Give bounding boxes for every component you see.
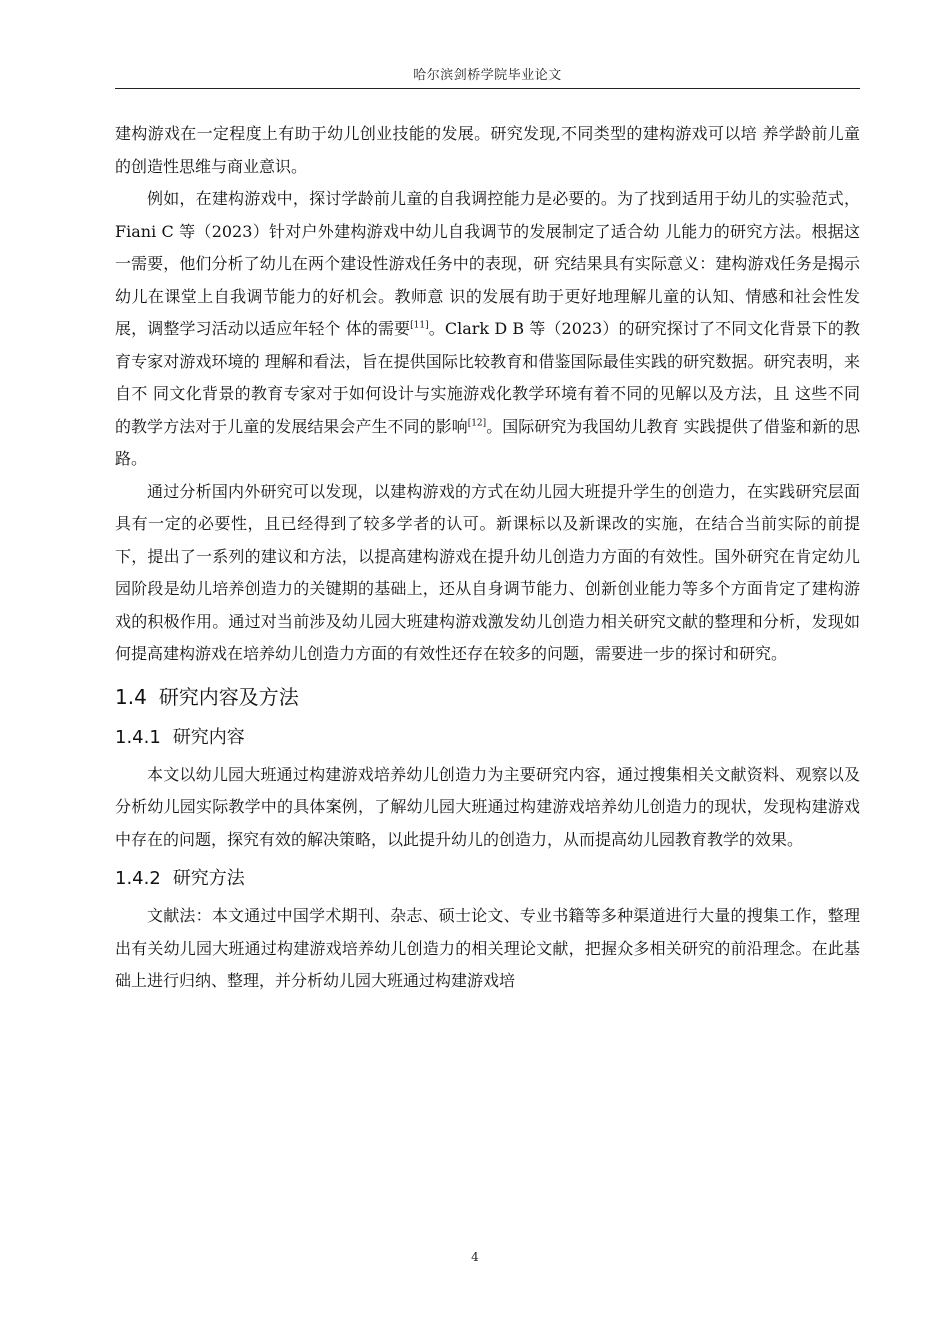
citation-12[interactable]: [12] [467,418,487,429]
section-title: 研究内容及方法 [158,684,299,709]
document-body [115,118,860,998]
paragraph-research-method: 文献法：本文通过中国学术期刊、杂志、硕士论文、专业书籍等多种渠道进行大量的搜集工作，整理出有关幼儿园大班通过构建游戏培养幼儿创造力的相关理论文献，把握众多相关研究的前沿理念。在此基础上进行归纳、整理，并分析幼儿园大班通过构建游戏培 [115,906,860,990]
subsection-number: 1.4.1 [115,726,161,748]
citation-11[interactable]: [11] [410,320,429,331]
paragraph-text: 例如，在建构游戏中，探讨学龄前儿童的自我调控能力是必要的。为了找到适用于幼儿的实验范式，Fiani C 等（2023）针对户外建构游戏中幼儿自我调节的发展制定了适合幼 儿能力的研究方法。根据这一需要，他们分析了幼儿在两个建设性游戏任务中的表现，研 究结果具有实际意义：建构游戏任务是揭示幼儿在课堂上自我调节能力的好机会。教师意 识的发展有助于更好地理解儿童的认知、情感和社会性发展，调整学习活动以适应年轻个 体的需要 [115,189,860,338]
section-number: 1.4 [115,684,147,709]
paragraph-text: 。Clark D B 等（2023）的研究探讨了不同文化背景下的教育专家对游戏环境的 理解和看法，旨在提供国际比较教育和借鉴国际最佳实践的研究数据。研究表明，来自不 同文化背景的教育专家对于如何设计与实施游戏化教学环境有着不同的见解以及方法，且 这些不同的教学方法对于儿童的发展结果会产生不同的影响 [115,319,860,436]
section-heading-1-4 [115,679,860,715]
subsection-heading-1-4-1 [115,721,860,755]
paragraph-international-research [115,183,860,476]
subsection-title: 研究方法 [172,868,245,889]
subsection-heading-1-4-2 [115,862,860,896]
subsection-number: 1.4.2 [115,868,161,889]
subsection-title: 研究内容 [172,726,245,748]
paragraph-continuation: 建构游戏在一定程度上有助于幼儿创业技能的发展。研究发现,不同类型的建构游戏可以培 养学龄前儿童的创造性思维与商业意识。 [115,124,860,176]
paragraph-summary: 通过分析国内外研究可以发现，以建构游戏的方式在幼儿园大班提升学生的创造力，在实践研究层面具有一定的必要性，且已经得到了较多学者的认可。新课标以及新课改的实施，在结合当前实际的前提下，提出了一系列的建议和方法，以提高建构游戏在提升幼儿创造力方面的有效性。国外研究在肯定幼儿园阶段是幼儿培养创造力的关键期的基础上，还从自身调节能力、创新创业能力等多个方面肯定了建构游戏的积极作用。通过对当前涉及幼儿园大班建构游戏激发幼儿创造力相关研究文献的整理和分析，发现如何提高建构游戏在培养幼儿创造力方面的有效性还存在较多的问题，需要进一步的探讨和研究。 [115,481,860,663]
paragraph-text: 。国际研究为我国幼儿教育 实践提供了借鉴和新的思路。 [115,416,860,468]
page-header: 哈尔滨剑桥学院毕业论文 [413,68,562,83]
page-number: 4 [471,1250,479,1264]
header-rule [115,88,860,89]
paragraph-research-content: 本文以幼儿园大班通过构建游戏培养幼儿创造力为主要研究内容，通过搜集相关文献资料、观察以及分析幼儿园实际教学中的具体案例，了解幼儿园大班通过构建游戏培养幼儿创造力的现状，发现构建游戏中存在的问题，探究有效的解决策略，以此提升幼儿的创造力，从而提高幼儿园教育教学的效果。 [115,764,860,849]
